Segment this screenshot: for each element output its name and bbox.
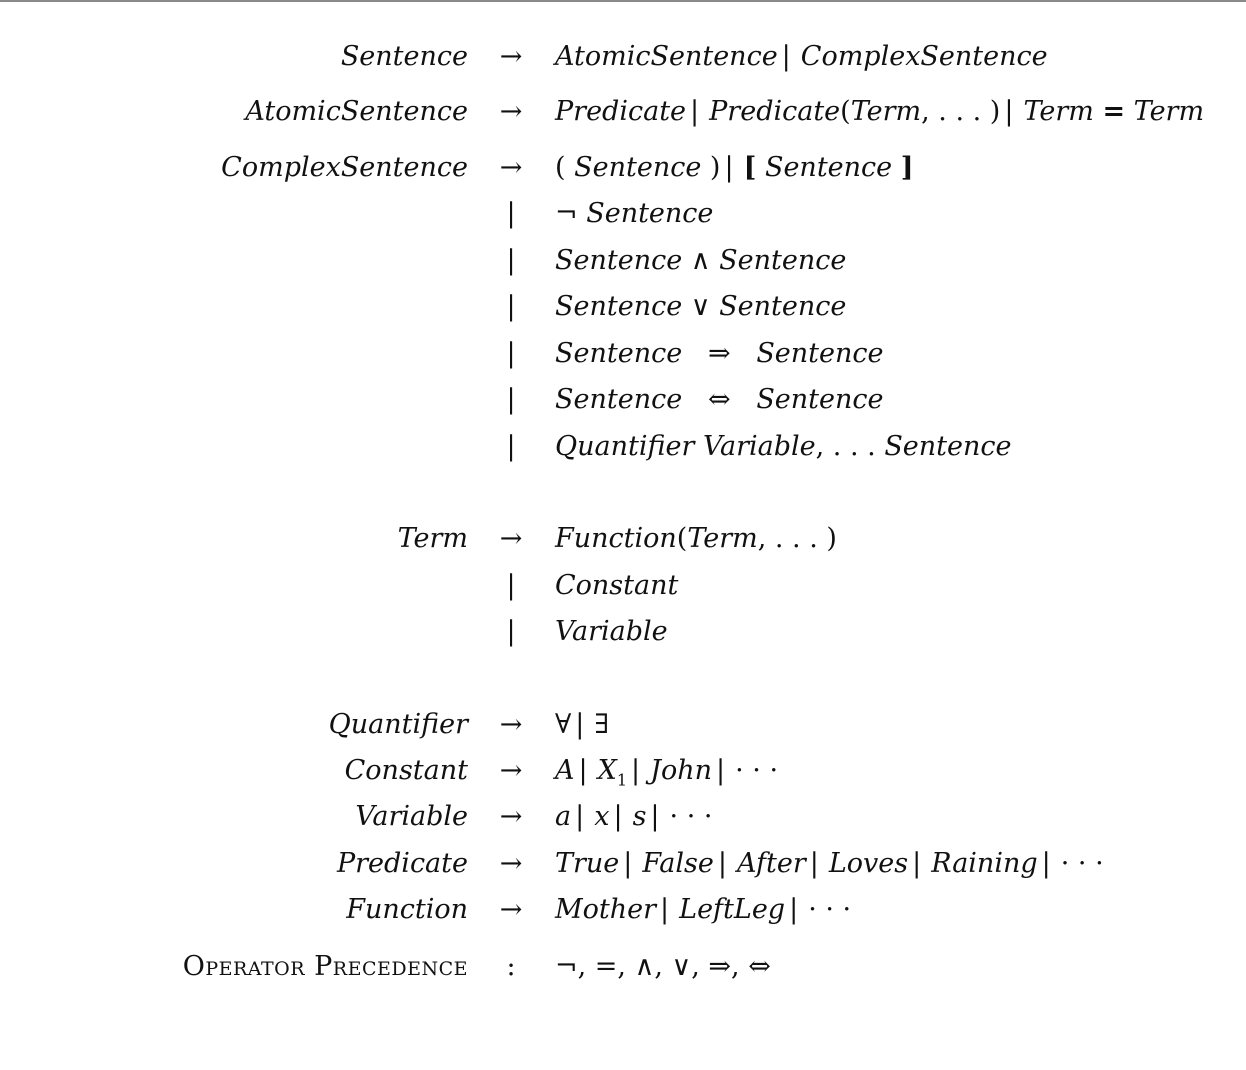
ellipsis: · · · — [1060, 848, 1104, 879]
subscript: 1 — [616, 770, 628, 790]
alt: Sentence — [586, 198, 714, 229]
alt: Sentence — [555, 384, 683, 415]
operator-precedence — [0, 947, 1246, 987]
or-symbol: ∨ — [690, 291, 711, 322]
bar-separator: | — [912, 848, 922, 879]
rule-rhs — [555, 519, 837, 559]
bar-separator: | — [575, 709, 585, 740]
bar-separator: | — [623, 848, 633, 879]
alt: Sentence — [574, 152, 702, 183]
arrow-icon: → — [499, 152, 523, 183]
alt: Sentence — [884, 431, 1012, 462]
bar-separator: | — [578, 755, 588, 786]
paren: ( — [676, 523, 688, 554]
bracket: ] — [900, 152, 914, 183]
rule-rhs — [555, 427, 1012, 467]
rule-term-constant — [0, 566, 1246, 606]
bar-separator: | — [660, 894, 670, 925]
bar-separator: | — [789, 894, 799, 925]
bar-separator: | — [506, 384, 516, 415]
rule-rhs — [555, 380, 884, 420]
bar-separator: | — [724, 152, 734, 183]
bar-separator: | — [506, 616, 516, 647]
rule-lhs: Function — [346, 894, 468, 925]
alt: Predicate — [555, 96, 687, 127]
arrow-icon: → — [499, 894, 523, 925]
arrow-icon: → — [499, 41, 523, 72]
forall-symbol: ∀ — [555, 709, 572, 740]
rule-lhs: AtomicSentence — [245, 96, 468, 127]
alt: AtomicSentence — [555, 41, 778, 72]
alt: Function — [555, 523, 677, 554]
bar-separator: | — [506, 431, 516, 462]
bar-separator: | — [631, 755, 641, 786]
bar-separator: | — [506, 245, 516, 276]
precedence-label: Operator Precedence — [182, 951, 468, 982]
colon: : — [506, 951, 516, 982]
rule-rhs — [555, 566, 678, 606]
rule-or — [0, 287, 1246, 327]
bar-separator: | — [1004, 96, 1014, 127]
rule-negation — [0, 194, 1246, 234]
bar-separator: | — [690, 96, 700, 127]
alt: Sentence — [555, 291, 683, 322]
rule-term — [0, 519, 1246, 559]
ellipsis: , . . . ) — [921, 96, 1001, 127]
bar-separator: | — [717, 848, 727, 879]
equals-symbol: = — [1102, 96, 1126, 127]
ellipsis: , . . . ) — [757, 523, 837, 554]
rule-rhs — [555, 37, 1048, 77]
rule-rhs — [555, 797, 712, 837]
rule-lhs: Sentence — [340, 41, 468, 72]
rule-rhs — [555, 751, 778, 800]
paren: ( — [840, 96, 851, 127]
alt: Mother — [555, 894, 657, 925]
alt: True — [555, 848, 620, 879]
rule-rhs — [555, 194, 713, 234]
rule-lhs: Predicate — [336, 848, 468, 879]
alt: Sentence — [756, 384, 884, 415]
arrow-icon: → — [499, 801, 523, 832]
bar-separator: | — [613, 801, 623, 832]
alt: Term — [850, 96, 922, 127]
bar-separator: | — [506, 338, 516, 369]
rule-variable — [0, 797, 1246, 837]
rule-complex-sentence — [0, 148, 1246, 188]
alt: Sentence — [764, 152, 893, 183]
rule-lhs: ComplexSentence — [221, 152, 468, 183]
rule-rhs — [555, 844, 1104, 884]
arrow-icon: → — [499, 848, 523, 879]
arrow-icon: → — [499, 755, 523, 786]
alt: Sentence — [756, 338, 884, 369]
rule-lhs: Variable — [355, 801, 468, 832]
alt: Variable — [555, 616, 668, 647]
bar-separator: | — [781, 41, 791, 72]
paren: ) — [709, 152, 721, 183]
alt: Sentence — [719, 245, 847, 276]
rule-lhs: Quantifier — [328, 709, 468, 740]
rule-rhs — [555, 287, 846, 327]
rule-rhs — [555, 890, 851, 930]
rule-lhs: Constant — [344, 755, 468, 786]
arrow-icon: → — [499, 709, 523, 740]
bar-separator: | — [650, 801, 660, 832]
alt: Raining — [931, 848, 1038, 879]
alt: Sentence — [555, 245, 683, 276]
top-border — [0, 0, 1246, 2]
iff-symbol: ⇔ — [707, 384, 731, 415]
alt: Constant — [555, 570, 679, 601]
bar-separator: | — [506, 291, 516, 322]
alt: x — [594, 801, 610, 832]
rule-rhs — [555, 148, 914, 188]
bar-separator: | — [506, 198, 516, 229]
alt: False — [642, 848, 714, 879]
alt: Predicate — [709, 96, 841, 127]
rule-atomic-sentence — [0, 92, 1246, 132]
rule-rhs — [555, 612, 668, 652]
rule-sentence — [0, 37, 1246, 77]
ellipsis: · · · — [735, 755, 779, 786]
alt: Sentence — [555, 338, 683, 369]
rule-lhs: Term — [397, 523, 468, 554]
alt: X — [597, 755, 617, 786]
rule-iff — [0, 380, 1246, 420]
rule-function — [0, 890, 1246, 930]
arrow-icon: → — [499, 523, 523, 554]
alt: Quantifier — [555, 431, 695, 462]
bar-separator: | — [1041, 848, 1051, 879]
bar-separator: | — [716, 755, 726, 786]
alt: Term — [687, 523, 758, 554]
alt: A — [555, 755, 575, 786]
and-symbol: ∧ — [690, 245, 711, 276]
not-symbol: ¬ — [555, 198, 578, 229]
alt: s — [632, 801, 647, 832]
rule-quantified — [0, 427, 1246, 467]
rule-term-variable — [0, 612, 1246, 652]
alt: Term — [1133, 96, 1205, 127]
rule-rhs — [555, 241, 846, 281]
rule-and — [0, 241, 1246, 281]
exists-symbol: ∃ — [594, 709, 610, 740]
rule-rhs — [555, 705, 609, 745]
bar-separator: | — [506, 570, 516, 601]
ellipsis: · · · — [808, 894, 852, 925]
bar-separator: | — [809, 848, 819, 879]
rule-quantifier — [0, 705, 1246, 745]
precedence-value: ¬, =, ∧, ∨, ⇒, ⇔ — [555, 951, 771, 982]
ellipsis: , . . . — [815, 431, 876, 462]
rule-constant — [0, 751, 1246, 791]
alt: a — [555, 801, 572, 832]
alt: ComplexSentence — [800, 41, 1048, 72]
alt: Loves — [828, 848, 909, 879]
rule-implies — [0, 334, 1246, 374]
bar-separator: | — [575, 801, 585, 832]
implies-symbol: ⇒ — [707, 338, 731, 369]
alt: Sentence — [719, 291, 847, 322]
alt: John — [650, 755, 712, 786]
bracket: [ — [743, 152, 757, 183]
rule-predicate — [0, 844, 1246, 884]
ellipsis: · · · — [669, 801, 713, 832]
rule-rhs — [555, 92, 1204, 132]
rule-rhs — [555, 334, 884, 374]
alt: After — [736, 848, 806, 879]
paren: ( — [555, 152, 566, 183]
alt: Term — [1023, 96, 1094, 127]
alt: Variable — [702, 431, 816, 462]
alt: LeftLeg — [679, 894, 786, 925]
arrow-icon: → — [499, 96, 523, 127]
